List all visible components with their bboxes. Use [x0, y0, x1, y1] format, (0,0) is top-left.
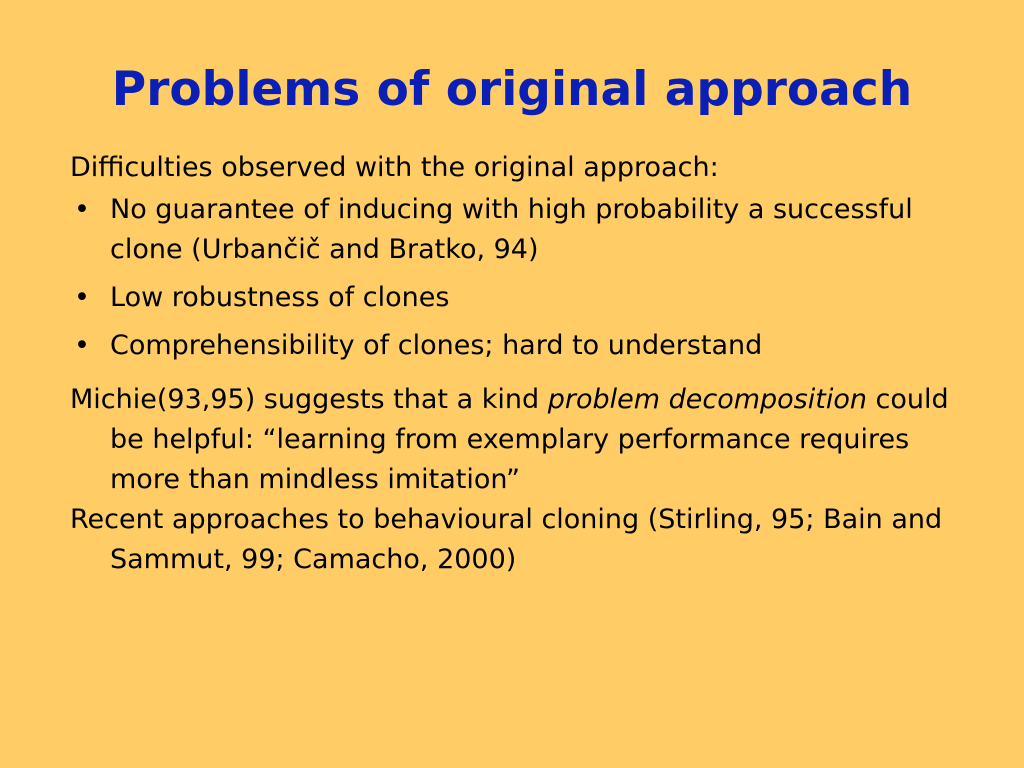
bullet-text: Comprehensibility of clones; hard to understand — [110, 330, 763, 361]
bullet-text: Low robustness of clones — [110, 282, 450, 313]
bullet-list — [70, 190, 970, 366]
bullet-item — [70, 278, 970, 318]
slide-content — [70, 148, 970, 580]
michie-paragraph — [70, 380, 970, 500]
bullet-icon: • — [74, 194, 90, 225]
michie-emphasis: problem decomposition — [547, 384, 867, 415]
slide-title: Problems of original approach — [111, 62, 913, 117]
michie-text-end: could be helpful: “learning from exemplary performance requires more than mindless imitation” — [110, 384, 949, 495]
bullet-item — [70, 326, 970, 366]
michie-text-start: Michie(93,95) suggests that a kind — [70, 384, 548, 415]
intro-text: Difficulties observed with the original approach: — [70, 152, 719, 183]
bullet-icon: • — [74, 282, 90, 313]
bullet-text: No guarantee of inducing with high probability a successful clone (Urbančič and Bratko, 94) — [110, 194, 913, 265]
recent-approaches-paragraph: Recent approaches to behavioural cloning (Stirling, 95; Bain and Sammut, 99; Camacho, 2000) — [70, 504, 943, 575]
bullet-item — [70, 190, 970, 270]
bullet-icon: • — [74, 330, 90, 361]
